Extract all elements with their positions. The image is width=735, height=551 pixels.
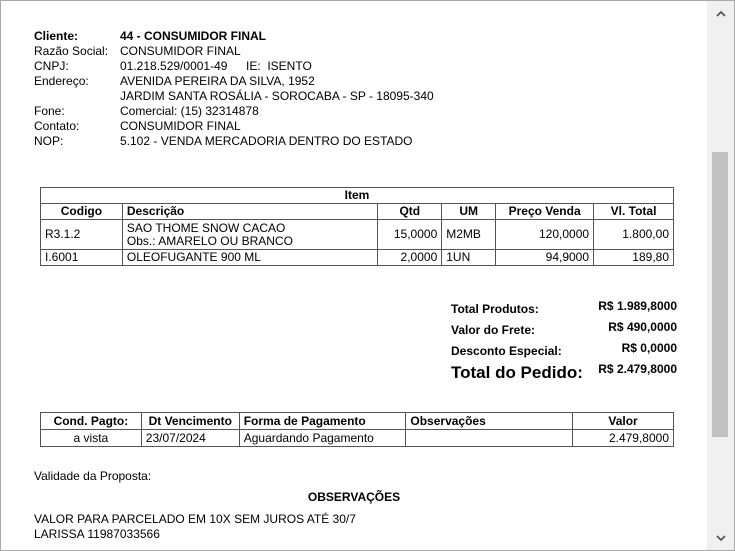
item-um: 1UN bbox=[442, 250, 496, 266]
pay-valor: 2.479,8000 bbox=[573, 430, 674, 447]
total-pedido-row bbox=[451, 362, 677, 383]
col-header-descricao: Descrição bbox=[122, 204, 377, 220]
ie-value: ISENTO bbox=[267, 59, 312, 73]
vertical-scrollbar[interactable] bbox=[707, 1, 734, 550]
razao-label: Razão Social: bbox=[34, 44, 109, 58]
nop-value: 5.102 - VENDA MERCADORIA DENTRO DO ESTADO bbox=[120, 134, 413, 148]
col-header-um: UM bbox=[442, 204, 496, 220]
item-descricao: SAO THOME SNOW CACAO bbox=[126, 220, 286, 235]
col-header-valor: Valor bbox=[573, 413, 674, 430]
fone-value: Comercial: (15) 32314878 bbox=[120, 104, 259, 118]
cliente-value: 44 - CONSUMIDOR FINAL bbox=[120, 29, 267, 43]
contato-label: Contato: bbox=[34, 119, 80, 133]
col-header-cond: Cond. Pagto: bbox=[41, 413, 142, 430]
items-table bbox=[40, 187, 674, 266]
items-caption: Item bbox=[41, 188, 674, 204]
col-header-codigo: Codigo bbox=[41, 204, 123, 220]
col-header-forma: Forma de Pagamento bbox=[239, 413, 406, 430]
item-total: 189,80 bbox=[594, 250, 674, 266]
endereco-line1: AVENIDA PEREIRA DA SILVA, 1952 bbox=[120, 74, 315, 88]
validade-label: Validade da Proposta: bbox=[34, 469, 152, 483]
ie-label: IE: bbox=[246, 59, 261, 73]
observacoes-line-2: LARISSA 11987033566 bbox=[34, 527, 160, 541]
frete-value: R$ 490,0000 bbox=[608, 320, 677, 334]
pay-obs bbox=[406, 430, 573, 447]
col-header-observacoes: Observações bbox=[406, 413, 573, 430]
totals-block bbox=[451, 299, 677, 383]
cnpj-value: 01.218.529/0001-49 bbox=[120, 59, 228, 73]
pay-cond: a vista bbox=[41, 430, 142, 447]
desconto-row bbox=[451, 341, 677, 362]
col-header-qtd: Qtd bbox=[378, 204, 442, 220]
fone-label: Fone: bbox=[34, 104, 65, 118]
total-pedido-value: R$ 2.479,8000 bbox=[598, 362, 677, 376]
item-preco: 94,9000 bbox=[496, 250, 594, 266]
item-total: 1.800,00 bbox=[594, 220, 674, 250]
items-caption-row bbox=[41, 188, 674, 204]
payment-header-row bbox=[41, 413, 674, 430]
observacoes-title: OBSERVAÇÕES bbox=[307, 490, 401, 504]
razao-value: CONSUMIDOR FINAL bbox=[120, 44, 241, 58]
chevron-up-icon[interactable] bbox=[707, 5, 734, 23]
pay-forma: Aguardando Pagamento bbox=[239, 430, 406, 447]
nop-label: NOP: bbox=[34, 134, 64, 148]
item-obs: Obs.: AMARELO OU BRANCO bbox=[126, 233, 293, 248]
item-descricao: OLEOFUGANTE 900 ML bbox=[122, 250, 377, 266]
item-qtd: 15,0000 bbox=[378, 220, 442, 250]
col-header-preco: Preço Venda bbox=[496, 204, 594, 220]
scrollbar-thumb[interactable] bbox=[712, 152, 728, 437]
table-row bbox=[41, 430, 674, 447]
item-um: M2MB bbox=[442, 220, 496, 250]
col-header-vencimento: Dt Vencimento bbox=[141, 413, 239, 430]
total-produtos-label: Total Produtos: bbox=[451, 302, 539, 316]
document-content bbox=[1, 1, 707, 550]
item-qtd: 2,0000 bbox=[378, 250, 442, 266]
contato-value: CONSUMIDOR FINAL bbox=[120, 119, 241, 133]
total-produtos-value: R$ 1.989,8000 bbox=[598, 299, 677, 313]
item-preco: 120,0000 bbox=[496, 220, 594, 250]
payment-table bbox=[40, 412, 674, 447]
frete-label: Valor do Frete: bbox=[451, 323, 536, 337]
items-header-row bbox=[41, 204, 674, 220]
total-pedido-label: Total do Pedido: bbox=[451, 363, 583, 382]
col-header-total: Vl. Total bbox=[594, 204, 674, 220]
cnpj-label: CNPJ: bbox=[34, 59, 69, 73]
table-row bbox=[41, 220, 674, 250]
item-descricao-cell bbox=[122, 220, 377, 250]
endereco-line2: JARDIM SANTA ROSÁLIA - SOROCABA - SP - 18095-340 bbox=[120, 89, 434, 103]
table-row bbox=[41, 250, 674, 266]
pay-vencimento: 23/07/2024 bbox=[141, 430, 239, 447]
item-codigo: I.6001 bbox=[41, 250, 123, 266]
desconto-label: Desconto Especial: bbox=[451, 344, 562, 358]
ie-field bbox=[246, 59, 312, 74]
frete-row bbox=[451, 320, 677, 341]
observacoes-line-1: VALOR PARA PARCELADO EM 10X SEM JUROS ATÉ 30/7 bbox=[34, 512, 356, 526]
total-produtos-row bbox=[451, 299, 677, 320]
desconto-value: R$ 0,0000 bbox=[621, 341, 677, 355]
cliente-label: Cliente: bbox=[34, 29, 79, 43]
item-codigo: R3.1.2 bbox=[41, 220, 123, 250]
chevron-down-icon[interactable] bbox=[707, 530, 734, 548]
endereco-label: Endereço: bbox=[34, 74, 89, 88]
